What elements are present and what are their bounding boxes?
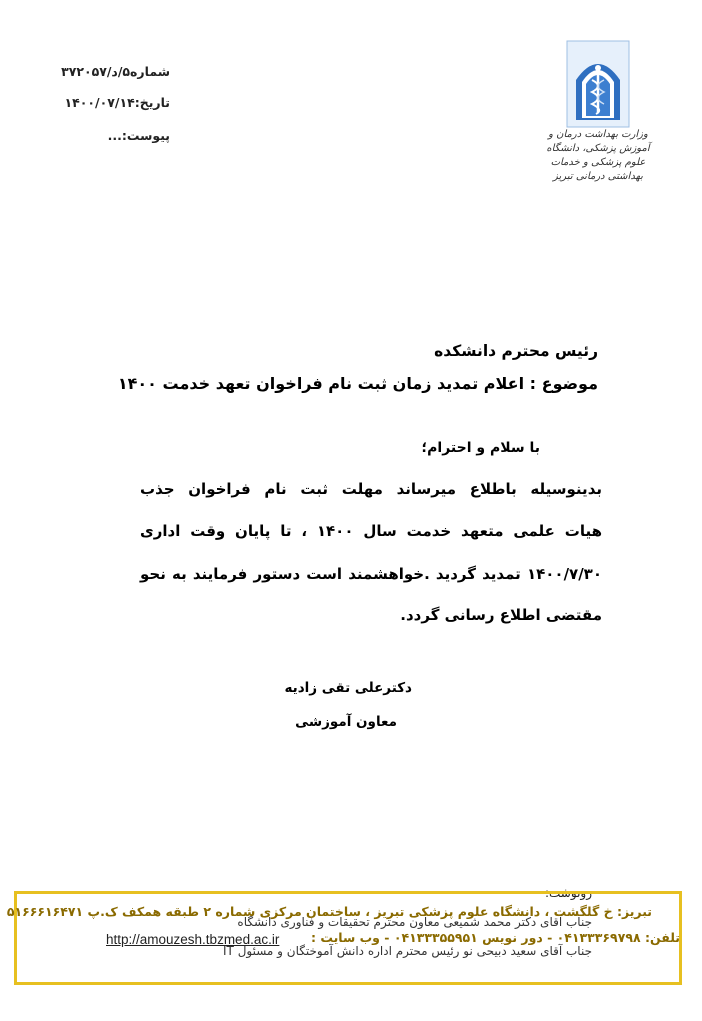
university-logo [566,40,630,128]
footer-phone: تلفن: ۰۴۱۳۳۳۶۹۷۹۸ - دور نویس ۰۴۱۳۳۳۵۵۹۵۱ - وب سایت : [311,930,680,945]
cc-item: جناب آقای دکتر محمد شمیعی معاون محترم تحقیقات و فناوری دانشگاه [237,915,592,929]
body-line: مقتضی اطلاع رسانی گردد. [400,606,602,624]
logo-caption: وزارت بهداشت درمان و آموزش پزشکی، دانشگاه علوم پزشکی و خدمات بهداشتی درمانی تبریز [546,129,650,182]
footer-address: تبریز: خ گلگشت ، دانشگاه علوم پزشکی تبریز ، ساختمان مرکزی شماره ۲ طبقه همکف ک.پ ۵۱۶۶۶۱۶۴۷۱ [6,904,652,919]
greeting: با سلام و احترام؛ [421,440,540,456]
letter-attachment: پیوست:... [107,128,170,143]
footer-website-link[interactable]: http://amouzesh.tbzmed.ac.ir [106,932,280,947]
cc-item: جناب آقای سعید دبیحی نو رئیس محترم اداره دانش آموختگان و مسئول IT [223,944,592,958]
letter-number: شماره۵/د/۳۷۲۰۵۷ [61,64,170,79]
cc-label: رونوشت: [544,886,592,900]
body-line: هیات علمی متعهد خدمت سال ۱۴۰۰ ، تا پایان وقت اداری [140,522,602,540]
body-line: ۱۴۰۰/۷/۳۰ تمدید گردید .خواهشمند است دستور فرمایند به نحو [140,565,602,583]
signer-name: دکترعلی تقی زادیه [284,680,412,696]
university-emblem-icon [566,40,630,128]
subject-line: موضوع : اعلام تمدید زمان ثبت نام فراخوان تعهد خدمت ۱۴۰۰ [117,374,598,393]
recipient: رئیس محترم دانشکده [434,342,598,360]
letter-date: تاریخ:۱۴۰۰/۰۷/۱۴ [64,95,170,110]
signer-title: معاون آموزشی [295,714,397,730]
body-line: بدینوسیله باطلاع میرساند مهلت ثبت نام فراخوان جذب [140,480,602,498]
